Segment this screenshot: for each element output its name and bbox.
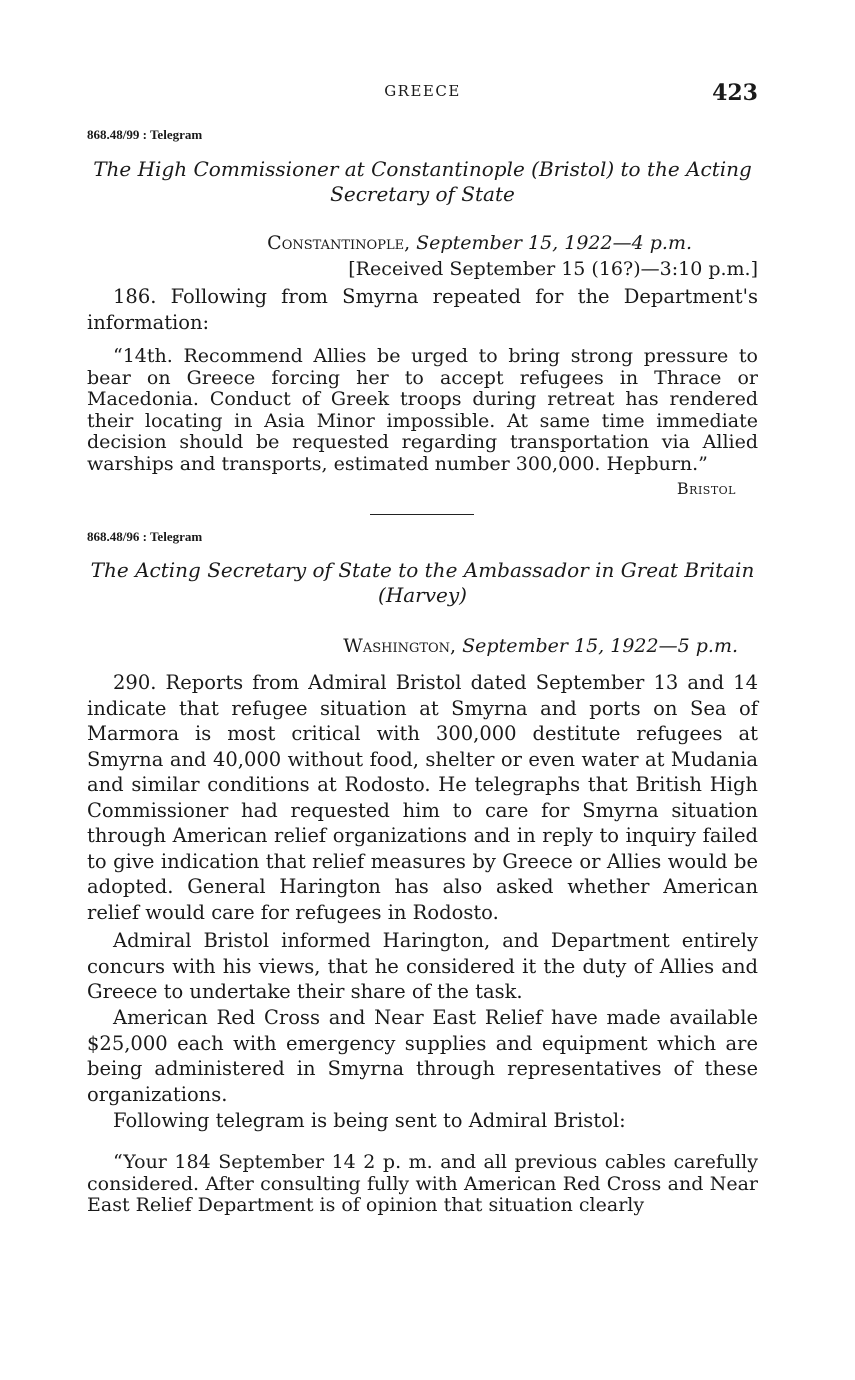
received-note: [Received September 15 (16?)—3:10 p.m.] xyxy=(348,258,758,280)
dateline-date: September 15, 1922—4 p.m. xyxy=(416,232,692,254)
heading-line: The Acting Secretary of State to the Ambassador in Great Britain xyxy=(90,558,755,582)
quoted-message: “14th. Recommend Allies be urged to bring strong pressure to bear on Greece forcing her to accept refugees in Thrace or Macedonia. Conduct of Greek troops during retreat has rendered their locating in Asia Minor impossible. At same time immediate decision should be requested regarding transportation via Allied warships and transports, estimated number 300,000. Hepburn.” xyxy=(87,345,758,475)
document-heading xyxy=(87,558,758,608)
heading-line: (Harvey) xyxy=(378,583,467,607)
body-paragraph: 186. Following from Smyrna repeated for the Department's information: xyxy=(87,285,758,334)
dateline-place: Washington, xyxy=(343,635,457,657)
heading-line: The High Commissioner at Constantinople (Bristol) to the Acting xyxy=(93,157,752,181)
file-reference: 868.48/99 : Telegram xyxy=(87,127,203,142)
document-heading xyxy=(87,157,758,207)
dateline-place: Constantinople, xyxy=(267,232,411,254)
page-number: 423 xyxy=(712,80,758,106)
quoted-message: “Your 184 September 14 2 p. m. and all previous cables carefully considered. After consulting fully with American Red Cross and Near East Relief Department is of opinion that situation clearly xyxy=(87,1151,758,1216)
section-divider xyxy=(370,514,474,515)
running-title: GREECE xyxy=(384,82,461,100)
heading-line: Secretary of State xyxy=(330,182,515,206)
dateline xyxy=(267,232,692,254)
signature: Bristol xyxy=(676,479,736,498)
dateline xyxy=(343,635,738,657)
file-reference: 868.48/96 : Telegram xyxy=(87,529,203,544)
body-paragraph: Following telegram is being sent to Admiral Bristol: xyxy=(113,1109,626,1132)
dateline-date: September 15, 1922—5 p.m. xyxy=(462,635,738,657)
body-paragraph: Admiral Bristol informed Harington, and Department entirely concurs with his views, that he considered it the duty of Allies and Greece to undertake their share of the task. xyxy=(87,929,758,1003)
body-paragraph: American Red Cross and Near East Relief have made available $25,000 each with emergency supplies and equipment which are being administered in Smyrna through representatives of these organizations. xyxy=(87,1006,758,1106)
body-paragraph: 290. Reports from Admiral Bristol dated September 13 and 14 indicate that refugee situation at Smyrna and ports on Sea of Marmora is most critical with 300,000 destitute refugees at Smyrna and 40,000 without food, shelter or even water at Mudania and similar conditions at Rodosto. He telegraphs that British High Commissioner had requested him to care for Smyrna situation through American relief organizations and in reply to inquiry failed to give indication that relief measures by Greece or Allies would be adopted. General Harington has also asked whether American relief would care for refugees in Rodosto. xyxy=(87,671,758,924)
running-head xyxy=(87,80,758,104)
